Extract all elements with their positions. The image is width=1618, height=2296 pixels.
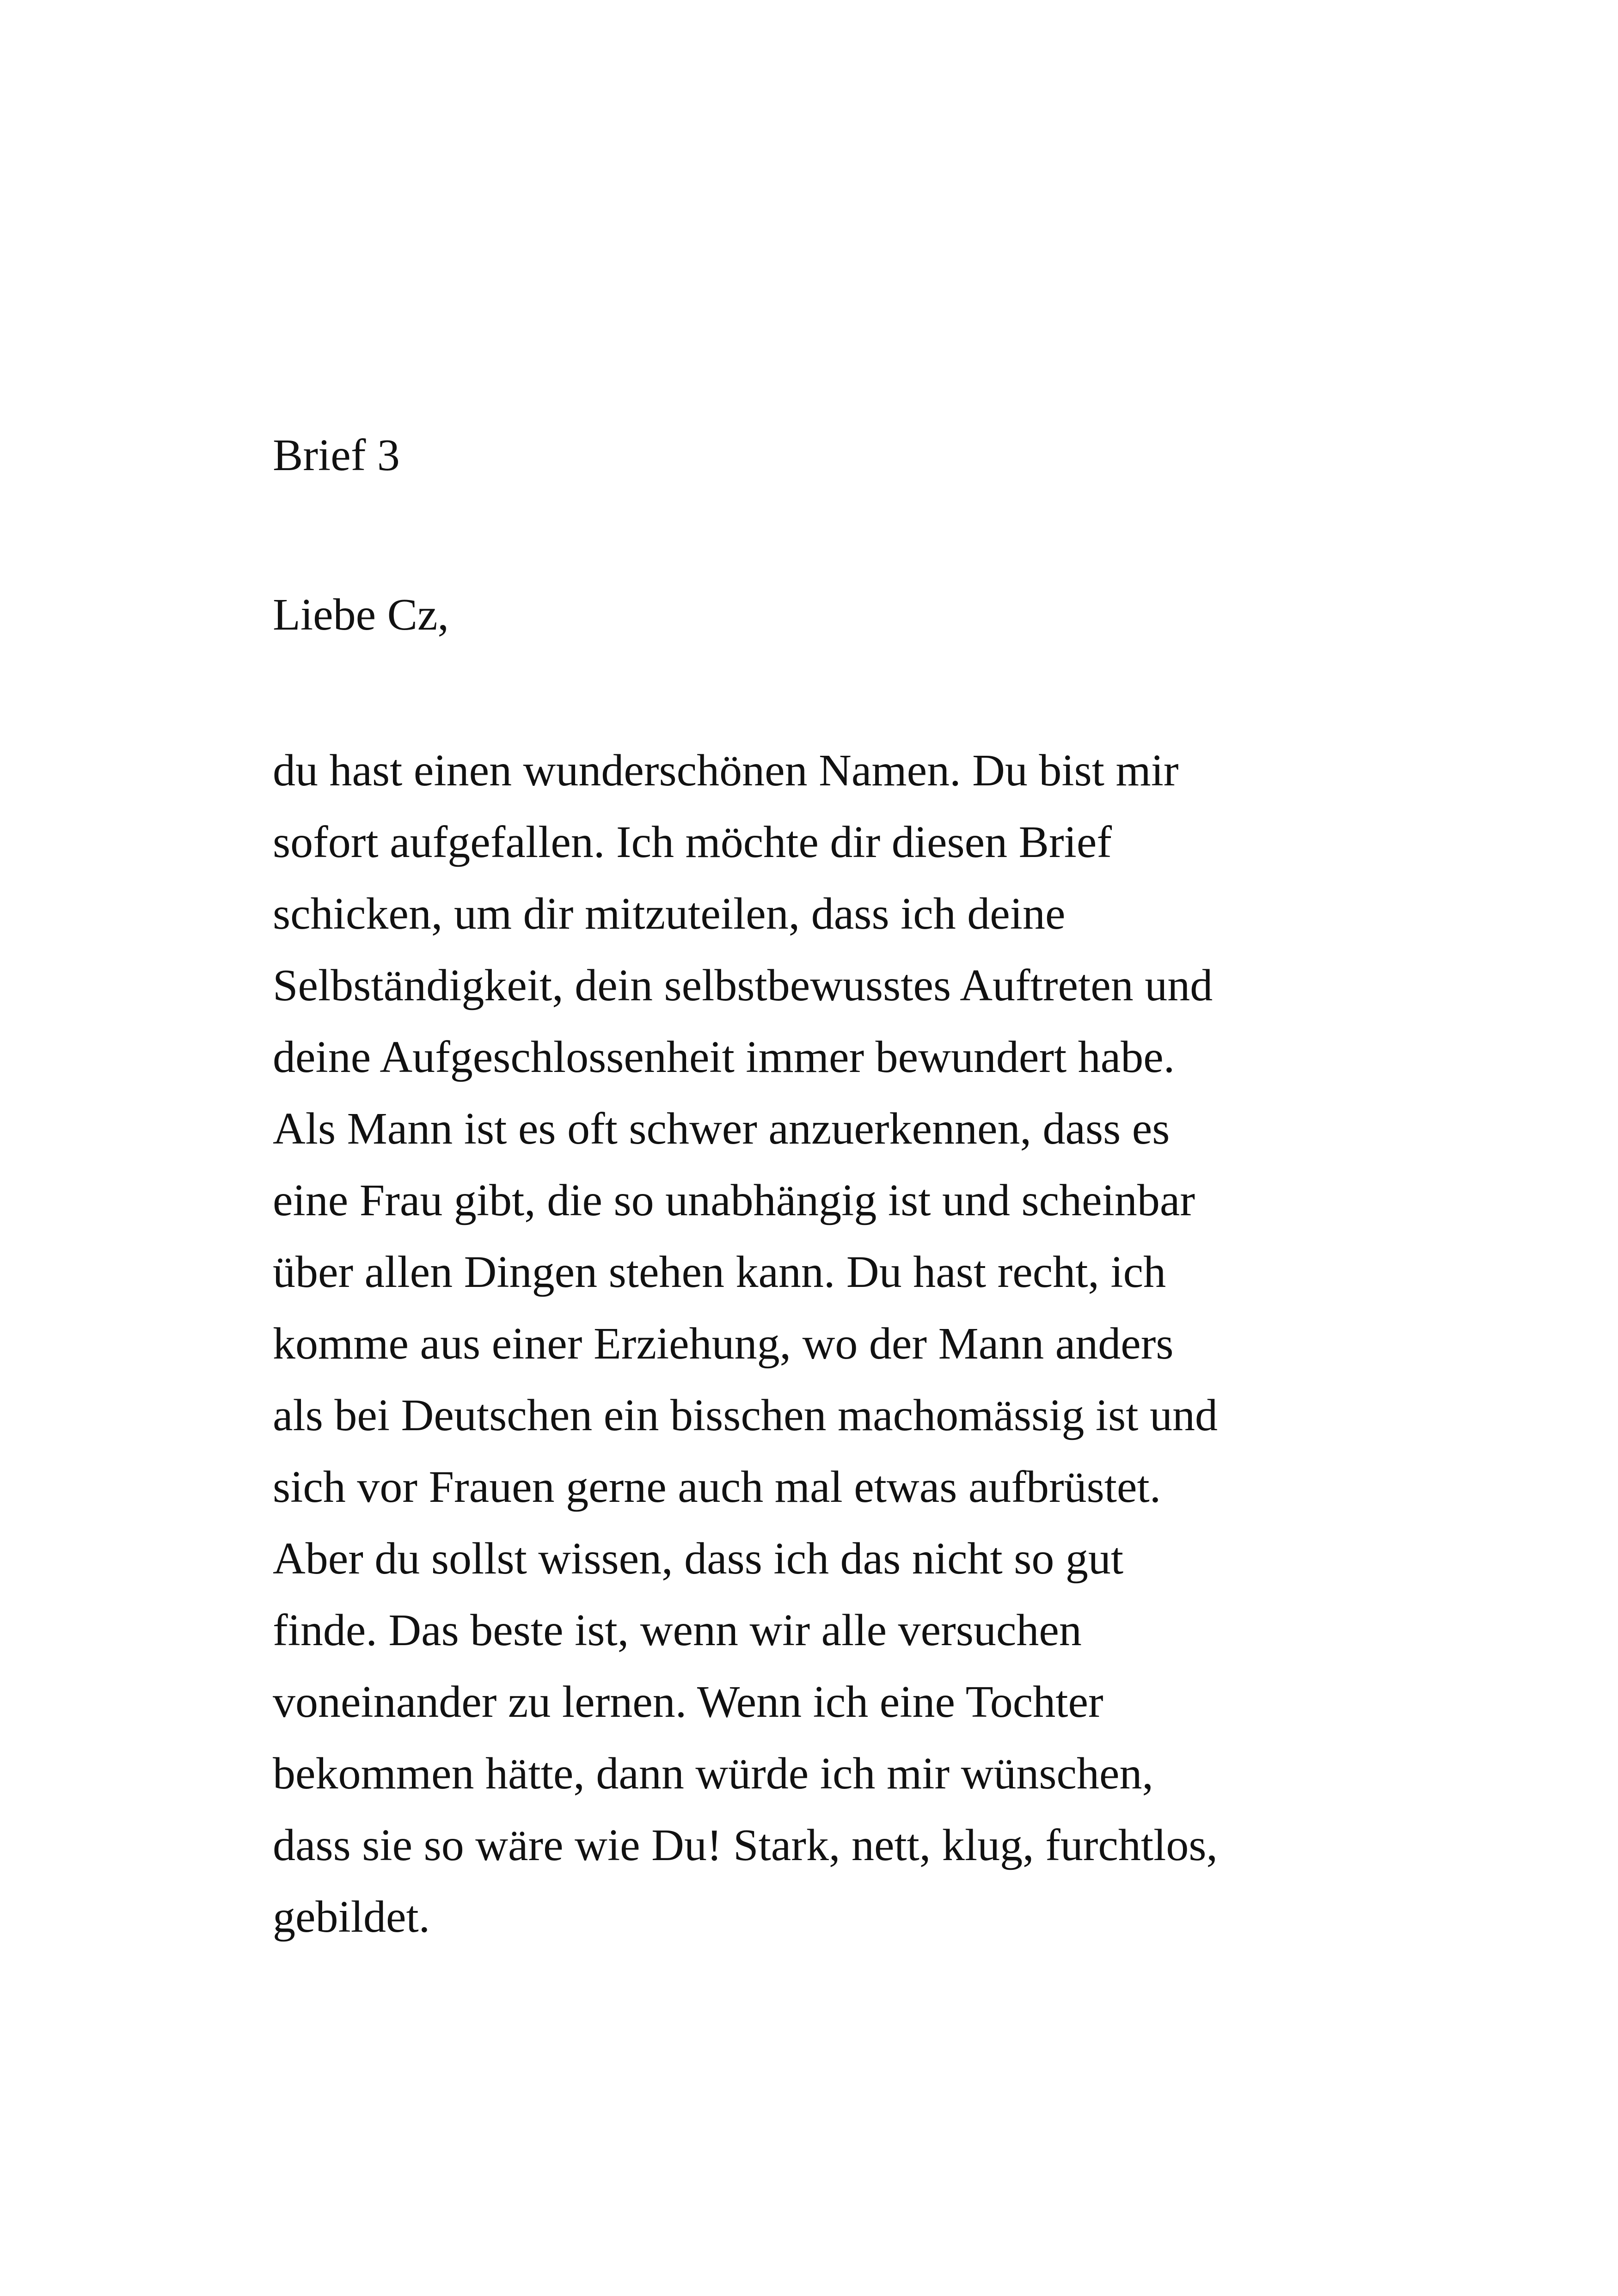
letter-body bbox=[273, 735, 1382, 1953]
letter-line: sofort aufgefallen. Ich möchte dir diesen Brief bbox=[273, 817, 1112, 867]
letter-title: Brief 3 bbox=[273, 430, 400, 480]
letter-line: schicken, um dir mitzuteilen, dass ich deine bbox=[273, 889, 1066, 939]
letter-line: als bei Deutschen ein bisschen machomässig ist und bbox=[273, 1390, 1218, 1440]
letter-line: komme aus einer Erziehung, wo der Mann anders bbox=[273, 1319, 1174, 1369]
letter-line: dass sie so wäre wie Du! Stark, nett, klug, furchtlos, bbox=[273, 1820, 1218, 1870]
letter-line: Aber du sollst wissen, dass ich das nicht so gut bbox=[273, 1534, 1124, 1584]
letter-line: gebildet. bbox=[273, 1892, 430, 1942]
letter-line: Selbständigkeit, dein selbstbewusstes Auftreten und bbox=[273, 961, 1213, 1010]
letter-line: sich vor Frauen gerne auch mal etwas aufbrüstet. bbox=[273, 1462, 1161, 1512]
letter-line: deine Aufgeschlossenheit immer bewundert habe. bbox=[273, 1032, 1175, 1082]
letter-line: bekommen hätte, dann würde ich mir wünschen, bbox=[273, 1749, 1154, 1799]
letter-line: finde. Das beste ist, wenn wir alle versuchen bbox=[273, 1605, 1082, 1655]
letter-line: eine Frau gibt, die so unabhängig ist und scheinbar bbox=[273, 1176, 1195, 1225]
letter-salutation: Liebe Cz, bbox=[273, 590, 449, 640]
letter-line: du hast einen wunderschönen Namen. Du bist mir bbox=[273, 746, 1179, 796]
letter-line: voneinander zu lernen. Wenn ich eine Tochter bbox=[273, 1677, 1103, 1727]
letter-line: über allen Dingen stehen kann. Du hast recht, ich bbox=[273, 1247, 1166, 1297]
letter-line: Als Mann ist es oft schwer anzuerkennen, dass es bbox=[273, 1104, 1170, 1154]
